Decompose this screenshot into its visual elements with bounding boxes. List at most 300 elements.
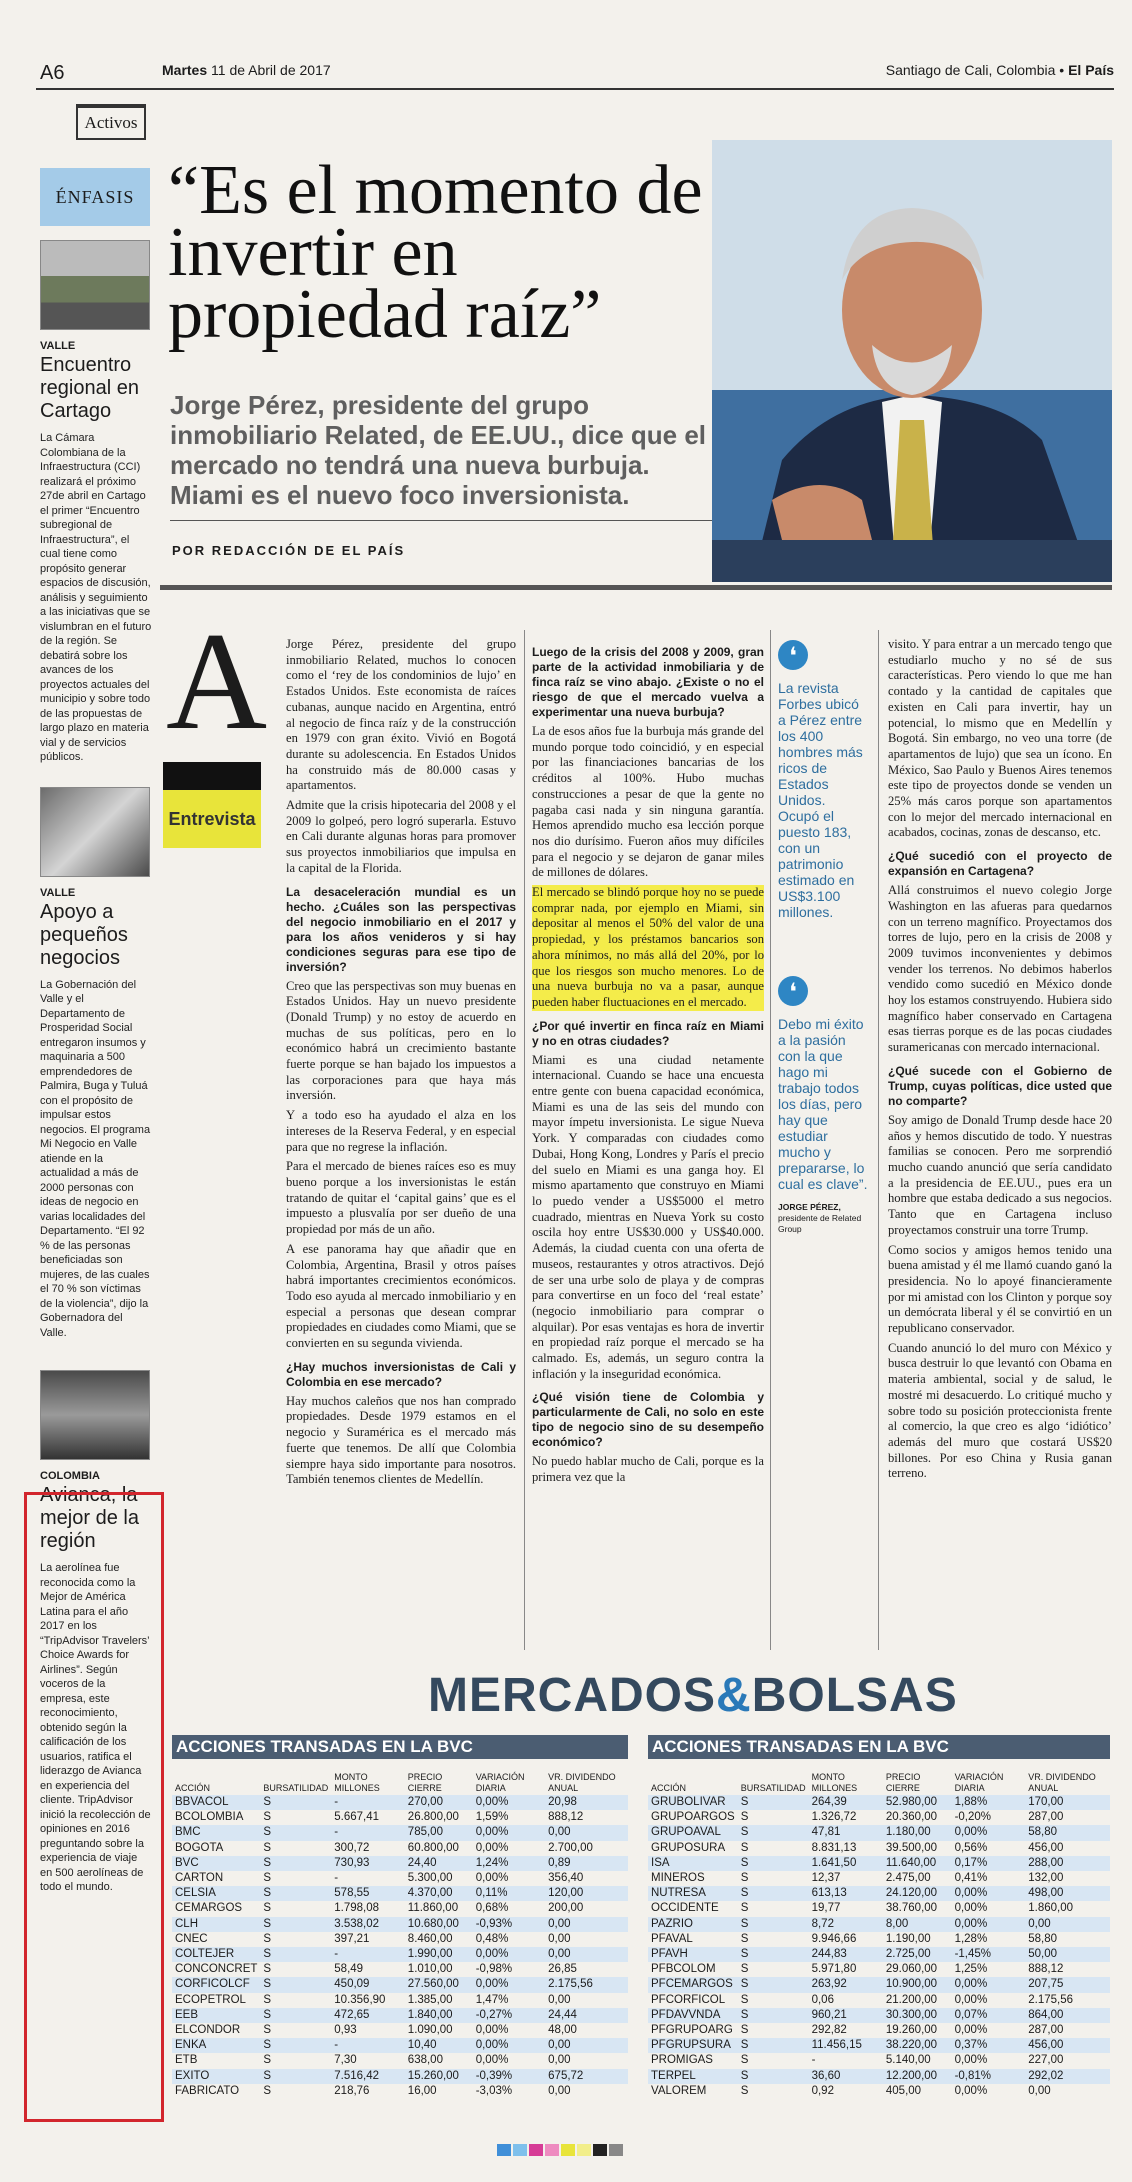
table-row (172, 1917, 628, 1932)
table-row (172, 1993, 628, 2008)
table-cell: 0,92 (811, 2084, 834, 2097)
pullquote-column (778, 640, 870, 1235)
table-cell: 0,68% (475, 1902, 509, 1915)
table-cell: 21.200,00 (885, 1993, 938, 2006)
table-cell: 39.500,00 (885, 1841, 938, 1854)
table-cell: - (334, 1872, 339, 1885)
table-cell: S (260, 1886, 331, 1901)
color-swatch (545, 2144, 559, 2156)
column-header: VR. DIVIDENDO ANUAL (1028, 1772, 1096, 1793)
table-cell: 8.460,00 (407, 1932, 453, 1945)
table-row (648, 1962, 1110, 1977)
section-tab: Activos (76, 104, 146, 140)
table-cell: 19,77 (811, 1902, 841, 1915)
article-column-2 (532, 637, 764, 1657)
table-cell: BVC (172, 1856, 260, 1871)
table-cell: 38.220,00 (883, 2038, 952, 2053)
table-cell: 26.800,00 (407, 1811, 459, 1824)
byline-rule (170, 520, 712, 521)
table-cell: PFCORFICOL (651, 1993, 726, 2006)
table-cell: S (740, 1932, 749, 1945)
color-swatch (513, 2144, 527, 2156)
column-header: BURSATILIDAD (263, 1783, 329, 1793)
table-cell: GRUPOSURA (651, 1841, 726, 1854)
table-cell: 5.667,41 (334, 1811, 380, 1824)
header-city: Santiago de Cali, Colombia • El País (885, 62, 1114, 78)
table-cell: 730,93 (331, 1856, 405, 1871)
table-row (172, 1841, 628, 1856)
table-cell: 1.180,00 (883, 1825, 952, 1840)
table-row (648, 2023, 1110, 2038)
table-cell: 1.840,00 (405, 2008, 473, 2023)
table-cell: 26,85 (548, 1963, 577, 1976)
header-rule (36, 88, 1114, 90)
table-cell: CEMARGOS (175, 1902, 243, 1915)
table-cell: S (260, 1947, 331, 1962)
table-cell: ENKA (172, 2038, 260, 2053)
road-photo (40, 240, 150, 330)
table-cell: 0,00 (545, 1917, 628, 1932)
interview-question: La desaceleración mundial es un hecho. ¿Cuáles son las perspectivas del negocio inmobiliario en el 2017 y para los años venideros y si hay condiciones seguras para ese tipo de inversión? (286, 884, 516, 974)
color-swatch (593, 2144, 607, 2156)
table-cell: 785,00 (405, 1825, 473, 1840)
table-cell: 0,00% (952, 1917, 1026, 1932)
table-cell: -0,20% (954, 1811, 991, 1824)
markets-title-a: MERCADOS (428, 1669, 717, 1722)
pullquote-success: Debo mi éxito a la pasión con la que hago mi trabajo todos los días, pero hay que estudiar mucho y prepararse, lo cual es clave”. (778, 1016, 868, 1192)
article-paragraph: Hay muchos caleños que nos han comprado propiedades. Desde 1979 estamos en el negocio y Suramérica es el mercado más fuerte que tenemos. De allí que Colombia siempre haya sido importante para nosotros. También tenemos clientes de Medellín. (286, 1393, 516, 1487)
column-header: VARIACIÓN DIARIA (954, 1772, 1004, 1793)
table-cell: 1.990,00 (405, 1947, 473, 1962)
table-cell: 27.560,00 (405, 1977, 473, 1992)
column-header: BURSATILIDAD (740, 1783, 806, 1793)
table-cell: S (738, 2038, 809, 2053)
table-row (172, 1962, 628, 1977)
table-header-row (172, 1759, 628, 1795)
table-cell: 0,00% (954, 1993, 988, 2006)
table-cell: S (740, 2054, 749, 2067)
portrait-photo (712, 140, 1112, 582)
table-cell: TERPEL (648, 2069, 738, 2084)
pullquote-signature (778, 1202, 870, 1235)
column-header: ACCIÓN (175, 1783, 211, 1793)
table-cell: - (811, 2054, 816, 2067)
table-row (648, 1977, 1110, 1992)
table-row (172, 1977, 628, 1992)
table-row (172, 1932, 628, 1947)
award-photo (40, 1370, 150, 1460)
signature-name: JORGE PÉREZ, (778, 1202, 841, 1212)
page-number: A6 (40, 62, 65, 84)
table-row (648, 1886, 1110, 1901)
table-cell: - (331, 1947, 405, 1962)
table-row (172, 2069, 628, 2084)
table-row (172, 1810, 628, 1825)
column-header: ACCIÓN (651, 1783, 687, 1793)
table-row (648, 1856, 1110, 1871)
table-cell: CORFICOLCF (172, 1977, 260, 1992)
table-cell: S (260, 2069, 331, 2084)
table-cell: 9.946,66 (811, 1932, 857, 1945)
table-cell: 0,00 (545, 2038, 628, 2053)
table-cell: S (263, 1993, 272, 2006)
article-paragraph: Para el mercado de bienes raíces eso es muy bueno porque a los inversionistas le están tratando de quitar el ‘capital gains’ que es el impuesto a plusvalía por ser dueño de una propiedad por más de un año. (286, 1159, 516, 1237)
table-cell: 356,40 (548, 1872, 584, 1885)
markets-title-b: BOLSAS (751, 1669, 958, 1722)
subheadline: Jorge Pérez, presidente del grupo inmobiliario Related, de EE.UU., dice que el mercado no tendrá una nueva burbuja. Miami es el nuevo foco inversionista. (170, 390, 707, 510)
quote-icon: ❛ (778, 976, 808, 1006)
table-cell: PFAVAL (651, 1932, 693, 1945)
table-cell: S (263, 1963, 272, 1976)
dropcap: A (166, 604, 268, 759)
table-row (648, 2084, 1110, 2099)
table-cell: EEB (172, 2008, 260, 2023)
table-cell: 0,00 (1028, 2084, 1051, 2097)
table-cell: - (331, 2038, 405, 2053)
portrait-illustration (712, 140, 1112, 582)
article-paragraph: Cuando anunció lo del muro con México y busca destruir lo que levantó con Obama en materia ambiental, social y de salud, le mostré mi desacuerdo. Lo critiqué mucho y sobre todo su posición proteccionista frente al comercio, la que creo es algo ‘idiótico’ además del muro que costará US$20 billones. Por eso China y Rusia ganan terreno. (888, 1340, 1112, 1481)
table-cell: PFBCOLOM (651, 1963, 716, 1976)
article-column-1 (286, 637, 516, 1657)
table-cell: 20.360,00 (885, 1811, 938, 1824)
table-cell: 2.475,00 (885, 1872, 931, 1885)
headline: “Es el momento de invertir en propiedad raíz” (168, 152, 703, 353)
table-cell: 0,00 (548, 2054, 571, 2067)
table-cell: S (738, 1795, 809, 1810)
table-row (648, 1993, 1110, 2008)
column-header: PRECIO CIERRE (407, 1772, 443, 1793)
table-cell: 292,82 (811, 2024, 847, 2037)
color-swatch (561, 2144, 575, 2156)
stock-table (172, 1759, 628, 2099)
table-cell: ECOPETROL (175, 1993, 246, 2006)
sidebar-tag: VALLE (40, 886, 76, 899)
table-cell: S (263, 2054, 272, 2067)
table-row (172, 2008, 628, 2023)
table-cell: S (260, 1917, 331, 1932)
table-cell: 1,24% (473, 1856, 545, 1871)
table-title: ACCIONES TRANSADAS EN LA BVC (172, 1735, 628, 1759)
table-cell: 0,00% (954, 2084, 988, 2097)
section-rule (160, 585, 1112, 590)
table-cell: 30.300,00 (883, 2008, 952, 2023)
table-row (172, 2084, 628, 2099)
table-cell: 288,00 (1025, 1856, 1110, 1871)
header-city-text: Santiago de Cali, Colombia (885, 62, 1056, 78)
table-cell: 0,00% (475, 1872, 509, 1885)
table-cell: 1.798,08 (334, 1902, 380, 1915)
table-cell: 16,00 (407, 2084, 437, 2097)
table-row (648, 1917, 1110, 1932)
table-cell: 58,80 (1028, 1932, 1058, 1945)
table-cell: GRUPOARGOS (651, 1811, 735, 1824)
table-cell: 11.860,00 (407, 1902, 459, 1915)
table-cell: 287,00 (1028, 2024, 1064, 2037)
sidebar-title: Avianca, la mejor de la región (40, 1484, 139, 1552)
column-divider (878, 630, 879, 1650)
table-row (648, 2069, 1110, 2084)
table-cell: 0,00% (475, 2054, 509, 2067)
article-paragraph: Como socios y amigos hemos tenido una buena amistad y él me llamó cuando ganó la presidencia. No lo apoyé financieramente por mi amistad con los Clinton y porque soy un demócrata liberal y él se convirtió en un republicano conservador. (888, 1242, 1112, 1336)
table-cell: 1,28% (954, 1932, 988, 1945)
table-cell: PFGRUPOARG (651, 2024, 733, 2037)
table-cell: 1,47% (475, 1993, 509, 2006)
table-cell: GRUBOLIVAR (648, 1795, 738, 1810)
table-cell: 472,65 (331, 2008, 405, 2023)
table-cell: EXITO (172, 2069, 260, 2084)
table-cell: 405,00 (885, 2084, 922, 2097)
table-cell: - (331, 1825, 405, 1840)
table-cell: 1.641,50 (809, 1856, 883, 1871)
table-cell: 0,00 (548, 1993, 571, 2006)
table-cell: 0,00% (473, 2038, 545, 2053)
header-paper: El País (1068, 62, 1114, 78)
table-cell: 0,93 (334, 2024, 357, 2037)
table-cell: 0,07% (952, 2008, 1026, 2023)
color-swatch (497, 2144, 511, 2156)
table-cell: 12,37 (811, 1872, 841, 1885)
table-cell: 0,00 (1025, 1917, 1110, 1932)
table-cell: 0,00% (473, 1977, 545, 1992)
table-title: ACCIONES TRANSADAS EN LA BVC (648, 1735, 1110, 1759)
table-cell: 12.200,00 (883, 2069, 952, 2084)
table-cell: 0,89 (545, 1856, 628, 1871)
table-cell: S (263, 1841, 272, 1854)
table-cell: 60.800,00 (407, 1841, 459, 1854)
table-cell: S (738, 2008, 809, 2023)
table-cell: 0,00% (473, 1825, 545, 1840)
table-cell: BCOLOMBIA (175, 1811, 244, 1824)
table-cell: 47,81 (809, 1825, 883, 1840)
interview-question: ¿Qué sucede con el Gobierno de Trump, cuyas políticas, dice usted que no comparte? (888, 1063, 1112, 1108)
table-cell: S (260, 2008, 331, 2023)
table-cell: 132,00 (1028, 1872, 1064, 1885)
table-cell: S (263, 2084, 272, 2097)
table-cell: S (740, 1811, 749, 1824)
article-paragraph: Jorge Pérez, presidente del grupo inmobiliario Related, muchos lo conocen como el ‘rey de los condominios de lujo’ en Estados Unidos. Este economista de raíces cubanas, aunque nacido en Argentina, entró al negocio de finca raíz y de la construcción en 1979 con gran éxito. Vivió en Bogotá durante su adolescencia. En Estados Unidos ha construido más de 80.000 casas y apartamentos. (286, 637, 516, 793)
table-cell: 24,40 (405, 1856, 473, 1871)
table-cell: 0,00% (952, 1825, 1026, 1840)
column-header: VARIACIÓN DIARIA (475, 1772, 525, 1793)
table-cell: 0,00% (952, 1977, 1026, 1992)
table-cell: S (738, 1917, 809, 1932)
sidebar-body: La Cámara Colombiana de la Infraestructura (CCI) realizará el próximo 27de abril en Cartago el primer “Encuentro subregional de Infraestructura”, el cual tiene como propósito generar espacios de discusión, análisis y seguimiento a las iniciativas que se vislumbran en el futuro de la región. Se debatirá sobre los avances de los proyectos actuales del municipio y sobre todo de las propuestas de largo plazo en materia vial y de servicios públicos. (40, 432, 152, 763)
table-row (648, 1932, 1110, 1947)
table-cell: 960,21 (809, 2008, 883, 2023)
table-row (648, 1947, 1110, 1962)
table-header-row (648, 1759, 1110, 1795)
table-cell: 15.260,00 (405, 2069, 473, 2084)
table-cell: S (740, 1993, 749, 2006)
workers-photo (40, 787, 150, 877)
column-header: MONTO MILLONES (811, 1772, 858, 1793)
color-swatch (529, 2144, 543, 2156)
table-cell: 0,00 (545, 1947, 628, 1962)
table-cell: MINEROS (651, 1872, 705, 1885)
table-cell: 1.385,00 (407, 1993, 453, 2006)
table-cell: 7,30 (334, 2054, 357, 2067)
table-row (648, 2053, 1110, 2068)
table-cell: 0,00% (473, 1947, 545, 1962)
table-cell: -0,93% (473, 1917, 545, 1932)
table-cell: 0,00 (545, 1825, 628, 1840)
table-cell: 36,60 (809, 2069, 883, 2084)
table-cell: GRUPOAVAL (648, 1825, 738, 1840)
article-paragraph: A ese panorama hay que añadir que en Colombia, Argentina, Brasil y otros países habrá importantes crecimientos económicos. Todo eso ayuda al mercado inmobiliario y en especial a personas que desean comprar propiedades en ciudades como Miami, que se convierten en su segunda vivienda. (286, 1241, 516, 1351)
table-cell: 638,00 (407, 2054, 443, 2067)
table-cell: BOGOTA (175, 1841, 224, 1854)
table-cell: PAZRIO (648, 1917, 738, 1932)
table-cell: 1,25% (954, 1963, 988, 1976)
table-row (172, 1901, 628, 1916)
table-cell: S (740, 2084, 749, 2097)
table-row (172, 1886, 628, 1901)
table-row (648, 2008, 1110, 2023)
table-cell: 200,00 (548, 1902, 584, 1915)
table-cell: 0,48% (475, 1932, 509, 1945)
table-cell: S (263, 1932, 272, 1945)
quote-icon: ❛ (778, 640, 808, 670)
registration-color-bar (497, 2144, 625, 2156)
table-cell: CELSIA (172, 1886, 260, 1901)
table-cell: S (738, 1856, 809, 1871)
markets-title (428, 1668, 958, 1723)
table-cell: S (738, 1825, 809, 1840)
column-divider (524, 630, 525, 1650)
table-cell: 7.516,42 (331, 2069, 405, 2084)
table-row (172, 1871, 628, 1886)
article-paragraph: Y a todo eso ha ayudado el alza en los intereses de la Reserva Federal, y en especial para que no regrese la inflación. (286, 1108, 516, 1154)
markets-amp: & (716, 1669, 752, 1722)
table-cell: COLTEJER (172, 1947, 260, 1962)
byline: POR REDACCIÓN DE EL PAÍS (172, 543, 406, 558)
table-cell: S (260, 1825, 331, 1840)
table-cell: 50,00 (1025, 1947, 1110, 1962)
table-cell: S (263, 1811, 272, 1824)
table-cell: 5.971,80 (811, 1963, 857, 1976)
table-cell: 24.120,00 (883, 1886, 952, 1901)
article-paragraph: No puedo hablar mucho de Cali, porque es la primera vez que la (532, 1454, 764, 1485)
header-date-text: 11 de Abril de 2017 (211, 62, 331, 78)
table-cell: 0,00 (548, 2084, 571, 2097)
table-cell: 2.175,56 (1028, 1993, 1074, 2006)
article-column-4 (888, 637, 1112, 1657)
table-cell: 0,00% (952, 1886, 1026, 1901)
table-cell: 0,00% (954, 1902, 988, 1915)
table-cell: 498,00 (1025, 1886, 1110, 1901)
table-row (648, 1825, 1110, 1840)
table-cell: PFDAVVNDA (648, 2008, 738, 2023)
table-cell: 170,00 (1025, 1795, 1110, 1810)
table-cell: CNEC (175, 1932, 208, 1945)
table-cell: 1.860,00 (1028, 1902, 1074, 1915)
table-cell: S (738, 2069, 809, 2084)
table-cell: 58,49 (334, 1963, 364, 1976)
table-cell: 864,00 (1025, 2008, 1110, 2023)
table-row (648, 2038, 1110, 2053)
table-cell: 0,00 (548, 1932, 571, 1945)
table-cell: 2.700,00 (548, 1841, 593, 1854)
table-cell: 10.900,00 (883, 1977, 952, 1992)
sidebar-tag: COLOMBIA (40, 1470, 100, 1482)
table-cell: S (260, 1856, 331, 1871)
table-cell: -0,39% (473, 2069, 545, 2084)
table-row (648, 1795, 1110, 1810)
color-swatch (609, 2144, 623, 2156)
table-cell: ETB (175, 2054, 198, 2067)
article-paragraph: Creo que las perspectivas son muy buenas en Estados Unidos. Hay un nuevo presidente (Donald Trump) y no estoy de acuerdo en muchas de sus políticas, pero en lo económico habrá un crecimiento bastante fuerte porque se han bajado los impuestos a las corporaciones para que haya más inversión. (286, 978, 516, 1103)
table-cell: S (740, 1902, 749, 1915)
stock-table-right (648, 1735, 1110, 2099)
table-row (172, 2038, 628, 2053)
table-cell: 578,55 (331, 1886, 405, 1901)
table-cell: 29.060,00 (885, 1963, 938, 1976)
table-cell: 244,83 (809, 1947, 883, 1962)
sidebar-title: Apoyo a pequeños negocios (40, 900, 128, 969)
table-cell: 264,39 (809, 1795, 883, 1810)
table-cell: VALOREM (651, 2084, 707, 2097)
table-cell: 0,17% (952, 1856, 1026, 1871)
table-cell: 5.140,00 (885, 2054, 931, 2067)
column-header: PRECIO CIERRE (885, 1772, 921, 1793)
table-cell: 0,37% (952, 2038, 1026, 2053)
table-cell: 120,00 (545, 1886, 628, 1901)
table-cell: S (738, 1886, 809, 1901)
table-cell: S (740, 1963, 749, 1976)
table-row (648, 1871, 1110, 1886)
sidebar-title: Encuentro regional en Cartago (40, 354, 139, 422)
table-cell: 48,00 (548, 2024, 577, 2037)
table-row (172, 1947, 628, 1962)
table-cell: 207,75 (1025, 1977, 1110, 1992)
table-cell: FABRICATO (175, 2084, 240, 2097)
table-cell: 1.326,72 (811, 1811, 857, 1824)
table-cell: 1.190,00 (885, 1932, 931, 1945)
table-cell: 1,59% (475, 1811, 509, 1824)
table-cell: 0,00% (954, 2024, 988, 2037)
table-cell: 52.980,00 (883, 1795, 952, 1810)
table-cell: S (263, 1872, 272, 1885)
interview-question: Luego de la crisis del 2008 y 2009, gran parte de la actividad inmobiliaria y de finca raíz se vino abajo. ¿Existe o no el riesgo de que el mercado vuelva a experimentar una nueva burbuja? (532, 645, 764, 719)
table-cell: 11.640,00 (883, 1856, 952, 1871)
table-cell: S (260, 1795, 331, 1810)
column-header: VR. DIVIDENDO ANUAL (548, 1772, 616, 1793)
article-paragraph: La de esos años fue la burbuja más grande del mundo porque todo coincidió, y en especial por las financiaciones bancarias de los créditos al 100%. Hubo muchas construcciones a pesar de que la gente no pagaba casi nada y sin ninguna garantía. Hemos aprendido mucho esa lección porque nos dio durísimo. Fueron años muy difíciles para el negocio y se dejaron de ganar miles de millones de dólares. (532, 724, 764, 880)
table-cell: 263,92 (809, 1977, 883, 1992)
table-cell: 0,41% (954, 1872, 988, 1885)
stock-table (648, 1759, 1110, 2099)
table-cell: 8,00 (883, 1917, 952, 1932)
table-cell: PROMIGAS (651, 2054, 713, 2067)
table-cell: S (263, 1902, 272, 1915)
interview-label: Entrevista (163, 790, 261, 848)
interview-question: ¿Hay muchos inversionistas de Cali y Colombia en ese mercado? (286, 1359, 516, 1389)
table-row (172, 2023, 628, 2038)
table-cell: ISA (648, 1856, 738, 1871)
table-cell: 0,00% (475, 2024, 509, 2037)
table-cell: S (260, 1977, 331, 1992)
table-body (648, 1795, 1110, 2099)
table-cell: 4.370,00 (405, 1886, 473, 1901)
interview-question: ¿Qué visión tiene de Colombia y particularmente de Cali, no solo en este tipo de negocio sino de su desempeño económico? (532, 1390, 764, 1450)
table-cell: 218,76 (334, 2084, 370, 2097)
table-cell: 0,56% (954, 1841, 988, 1854)
table-cell: 227,00 (1028, 2054, 1064, 2067)
table-cell: 613,13 (809, 1886, 883, 1901)
table-cell: 1.010,00 (407, 1963, 453, 1976)
table-cell: 11.456,15 (809, 2038, 883, 2053)
table-cell: S (740, 1841, 749, 1854)
